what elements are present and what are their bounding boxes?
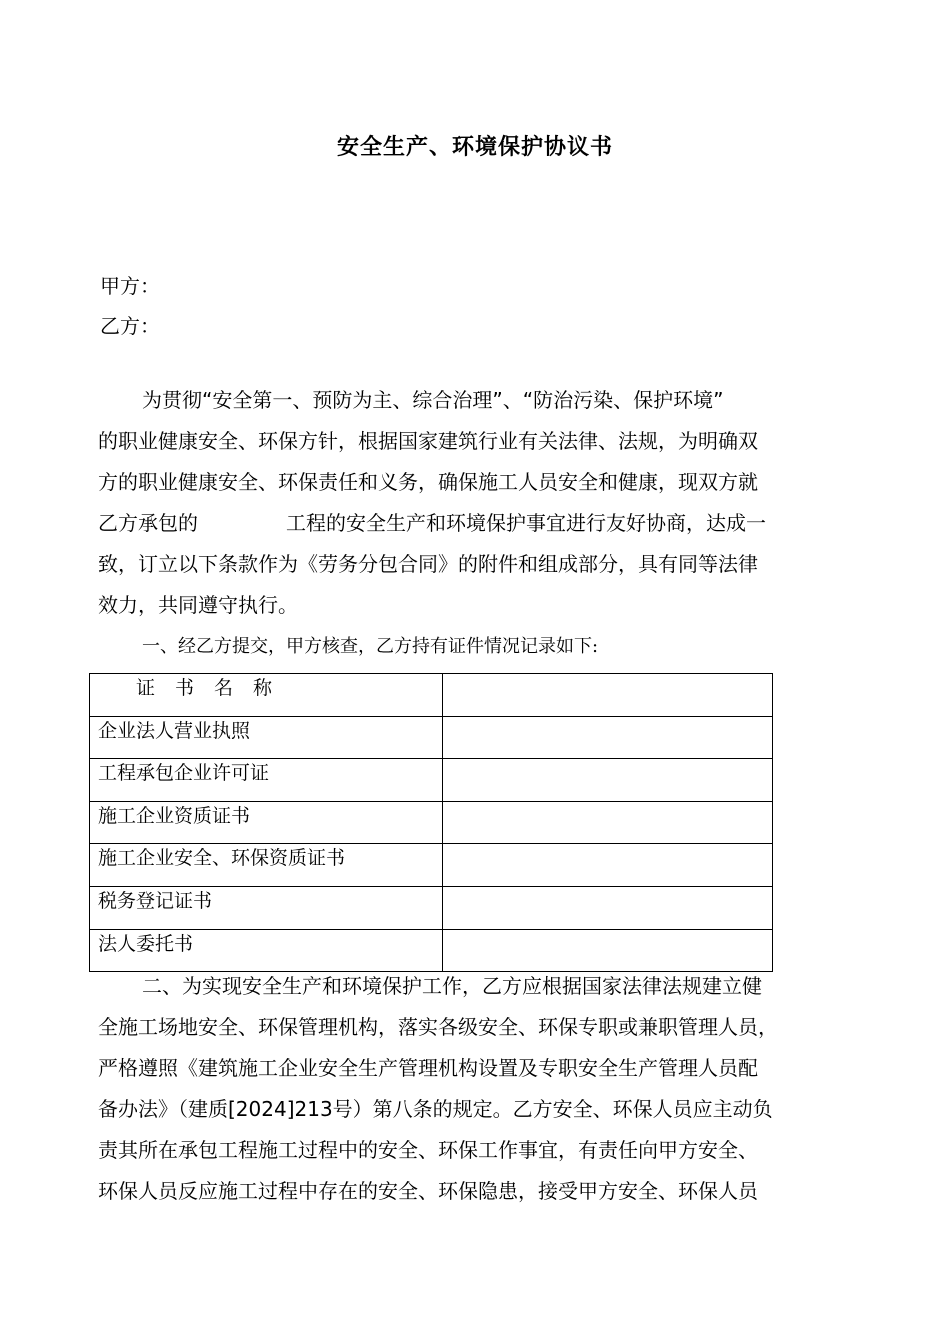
table-row	[90, 844, 773, 887]
intro-line: 为贯彻“安全第一、预防为主、综合治理”、“防治污染、保护环境”	[142, 388, 724, 412]
intro-line: 方的职业健康安全、环保责任和义务，确保施工人员安全和健康，现双方就	[98, 470, 758, 494]
table-cell-empty	[443, 844, 773, 887]
intro-line: 工程的安全生产和环境保护事宜进行友好协商，达成一	[286, 511, 766, 535]
clause-1: 一、经乙方提交，甲方核查，乙方持有证件情况记录如下:	[142, 636, 599, 657]
document-title: 安全生产、环境保护协议书	[336, 135, 613, 160]
clause-2-line: 备办法》（建质[2024]213号）第八条的规定。乙方安全、环保人员应主动负	[98, 1097, 773, 1121]
party-b-label: 乙方：	[100, 314, 160, 338]
intro-line: 效力，共同遵守执行。	[98, 593, 298, 617]
certificate-name: 法人委托书	[90, 929, 443, 972]
table-row	[90, 759, 773, 802]
intro-line: 致，订立以下条款作为《劳务分包合同》的附件和组成部分，具有同等法律	[98, 552, 758, 576]
party-a-label: 甲方：	[100, 274, 160, 298]
table-cell-empty	[443, 759, 773, 802]
table-row	[90, 716, 773, 759]
clause-2-line: 全施工场地安全、环保管理机构，落实各级安全、环保专职或兼职管理人员，	[98, 1015, 778, 1039]
table-row	[90, 801, 773, 844]
table-cell-empty	[443, 674, 773, 717]
intro-line: 的职业健康安全、环保方针，根据国家建筑行业有关法律、法规，为明确双	[98, 429, 758, 453]
intro-paragraph	[98, 380, 843, 626]
table-cell-empty	[443, 716, 773, 759]
clause-2-line: 二、为实现安全生产和环境保护工作，乙方应根据国家法律法规建立健	[142, 974, 762, 998]
certificate-table	[89, 673, 773, 972]
table-cell-empty	[443, 801, 773, 844]
certificate-name: 施工企业资质证书	[90, 801, 443, 844]
certificate-name: 施工企业安全、环保资质证书	[90, 844, 443, 887]
clause-2-line: 责其所在承包工程施工过程中的安全、环保工作事宜，有责任向甲方安全、	[98, 1138, 758, 1162]
table-cell-empty	[443, 886, 773, 929]
table-row	[90, 886, 773, 929]
clause-2-line: 严格遵照《建筑施工企业安全生产管理机构设置及专职安全生产管理人员配	[98, 1056, 758, 1080]
certificate-name: 工程承包企业许可证	[90, 759, 443, 802]
certificate-name: 企业法人营业执照	[90, 716, 443, 759]
clause-2-line: 环保人员反应施工过程中存在的安全、环保隐患，接受甲方安全、环保人员	[98, 1179, 758, 1203]
table-header-cell: 证书名称	[90, 674, 443, 717]
intro-line: 乙方承包的	[98, 511, 198, 535]
table-header-row	[90, 674, 773, 717]
certificate-name: 税务登记证书	[90, 886, 443, 929]
clause-2-paragraph	[98, 966, 850, 1212]
